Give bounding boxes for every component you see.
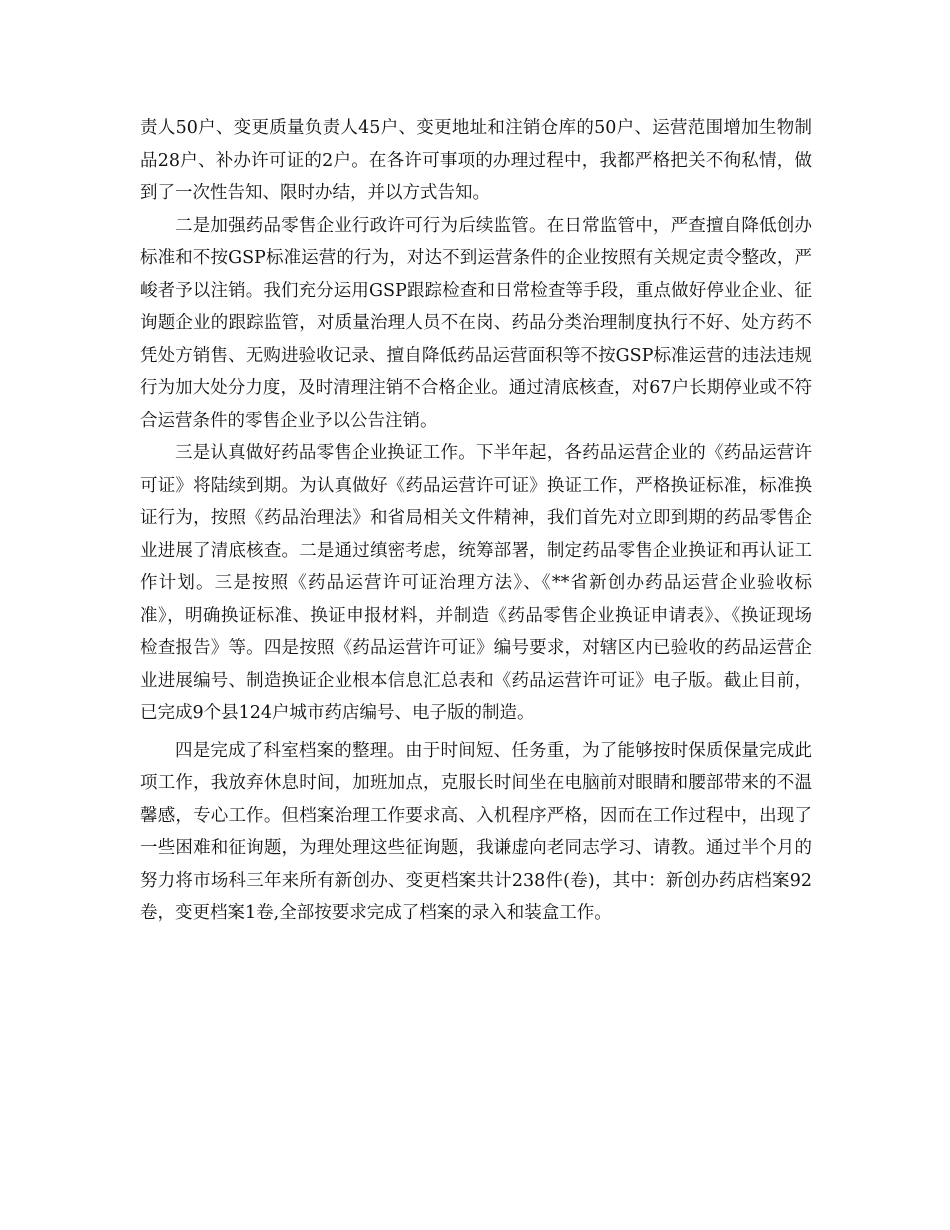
- paragraph-license-renewal: 三是认真做好药品零售企业换证工作。下半年起，各药品运营企业的《药品运营许可证》将陆续到期。为认真做好《药品运营许可证》换证工作，严格换证标准，标准换证行为，按照《药品治理法》和省局相关文件精神，我们首先对立即到期的药品零售企业进展了清底核查。二是通过缜密考虑，统筹部署，制定药品零售企业换证和再认证工作计划。三是按照《药品运营许可证治理方法》、《**省新创办药品运营企业验收标准》，明确换证标准、换证申报材料，并制造《药品零售企业换证申请表》、《换证现场检查报告》等。四是按照《药品运营许可证》编号要求，对辖区内已验收的药品运营企业进展编号、制造换证企业根本信息汇总表和《药品运营许可证》电子版。截止目前，已完成9个县124户城市药店编号、电子版的制造。: [140, 443, 812, 723]
- paragraph-archive-organization: 四是完成了科室档案的整理。由于时间短、任务重，为了能够按时保质保量完成此项工作，我放弃休息时间，加班加点，克服长时间坐在电脑前对眼睛和腰部带来的不温馨感，专心工作。但档案治理工作要求高、入机程序严格，因而在工作过程中，出现了一些困难和征询题，为理处理这些征询题，我谦虚向老同志学习、请教。通过半个月的努力将市场科三年来所有新创办、变更档案共计238件(卷)，其中：新创办药店档案92卷，变更档案1卷,全部按要求完成了档案的录入和装盒工作。: [140, 740, 812, 923]
- paragraph-permit-counts: 责人50户、变更质量负责人45户、变更地址和注销仓库的50户、运营范围增加生物制品28户、补办许可证的2户。在各许可事项的办理过程中，我都严格把关不徇私情，做到了一次性告知、限时办结，并以方式告知。: [140, 118, 812, 203]
- document-body: [140, 112, 812, 930]
- paragraph-post-permit-supervision: 二是加强药品零售企业行政许可行为后续监管。在日常监管中，严查擅自降低创办标准和不按GSP标准运营的行为，对达不到运营条件的企业按照有关规定责令整改，严峻者予以注销。我们充分运用GSP跟踪检查和日常检查等手段，重点做好停业企业、征询题企业的跟踪监管，对质量治理人员不在岗、药品分类治理制度执行不好、处方药不凭处方销售、无购进验收记录、擅自降低药品运营面积等不按GSP标准运营的违法违规行为加大处分力度，及时清理注销不合格企业。通过清底核查，对67户长期停业或不符合运营条件的零售企业予以公告注销。: [140, 215, 812, 431]
